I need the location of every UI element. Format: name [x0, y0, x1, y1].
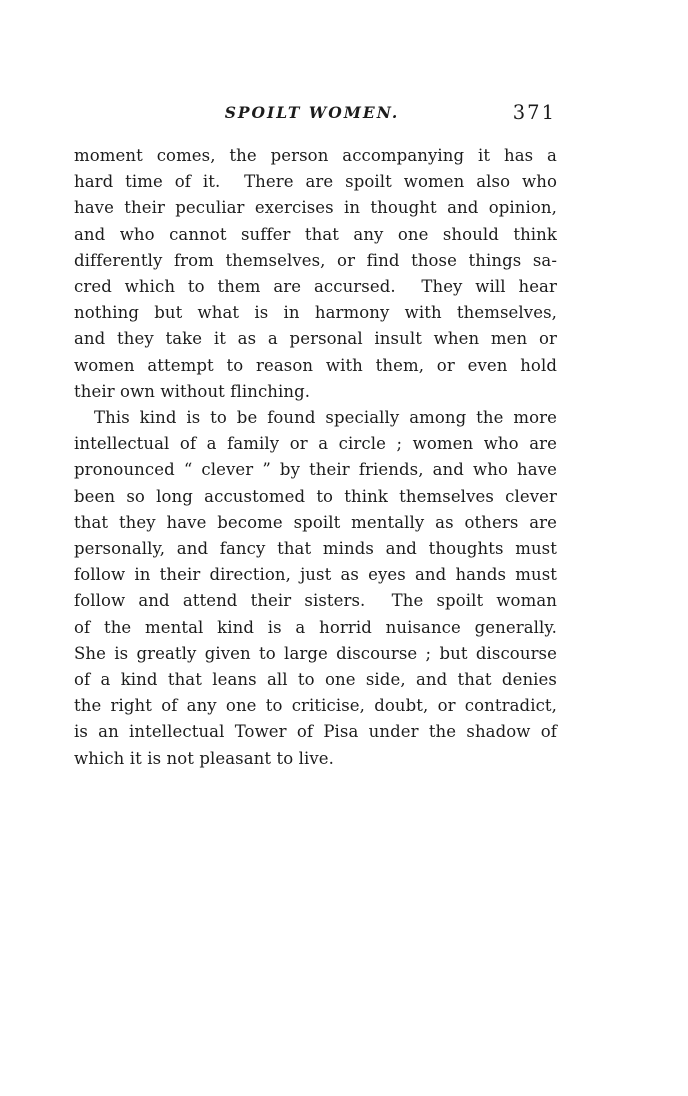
text-line: moment comes, the person accompanying it has a [74, 146, 557, 165]
page-header [74, 103, 557, 125]
text-line: hard time of it. There are spoilt women also who [74, 172, 557, 192]
text-line: This kind is to be found specially among the more [94, 408, 557, 428]
text-line: of a kind that leans all to one side, and that denies [74, 670, 557, 690]
text-line: been so long accustomed to think themselves clever [74, 486, 557, 506]
text-line: intellectual of a family or a circle ; women who are [74, 434, 557, 454]
text-line: She is greatly given to large discourse ; but discourse [74, 643, 557, 663]
text-line: pronounced “ clever ” by their friends, and who have [74, 460, 557, 480]
running-head: SPOILT WOMEN. [224, 103, 400, 122]
paragraph-2 [74, 405, 557, 772]
text-block [74, 103, 557, 772]
text-line: differently from themselves, or find those things sa- [74, 250, 557, 270]
text-line: and they take it as a personal insult when men or [74, 329, 557, 349]
paragraph-1 [74, 143, 557, 405]
text-line: have their peculiar exercises in thought and opinion, [74, 198, 557, 218]
text-line: that they have become spoilt mentally as others are [74, 512, 557, 532]
text-line: the right of any one to criticise, doubt, or contradict, [74, 696, 557, 716]
text-line: women attempt to reason with them, or even hold [74, 355, 557, 375]
text-line: which it is not pleasant to live. [74, 748, 334, 768]
text-line: cred which to them are accursed. They will hear [74, 277, 557, 297]
page-body [74, 143, 557, 772]
text-line: personally, and fancy that minds and thoughts must [74, 539, 557, 559]
text-line: follow and attend their sisters. The spoilt woman [74, 591, 557, 611]
text-line: is an intellectual Tower of Pisa under the shadow of [74, 722, 557, 742]
text-line: their own without flinching. [74, 381, 311, 401]
text-line: and who cannot suffer that any one should think [74, 224, 557, 244]
text-line: nothing but what is in harmony with themselves, [74, 303, 557, 323]
text-line: of the mental kind is a horrid nuisance generally. [74, 617, 557, 637]
text-line: follow in their direction, just as eyes and hands must [74, 565, 557, 585]
page-number: 371 [512, 101, 556, 124]
